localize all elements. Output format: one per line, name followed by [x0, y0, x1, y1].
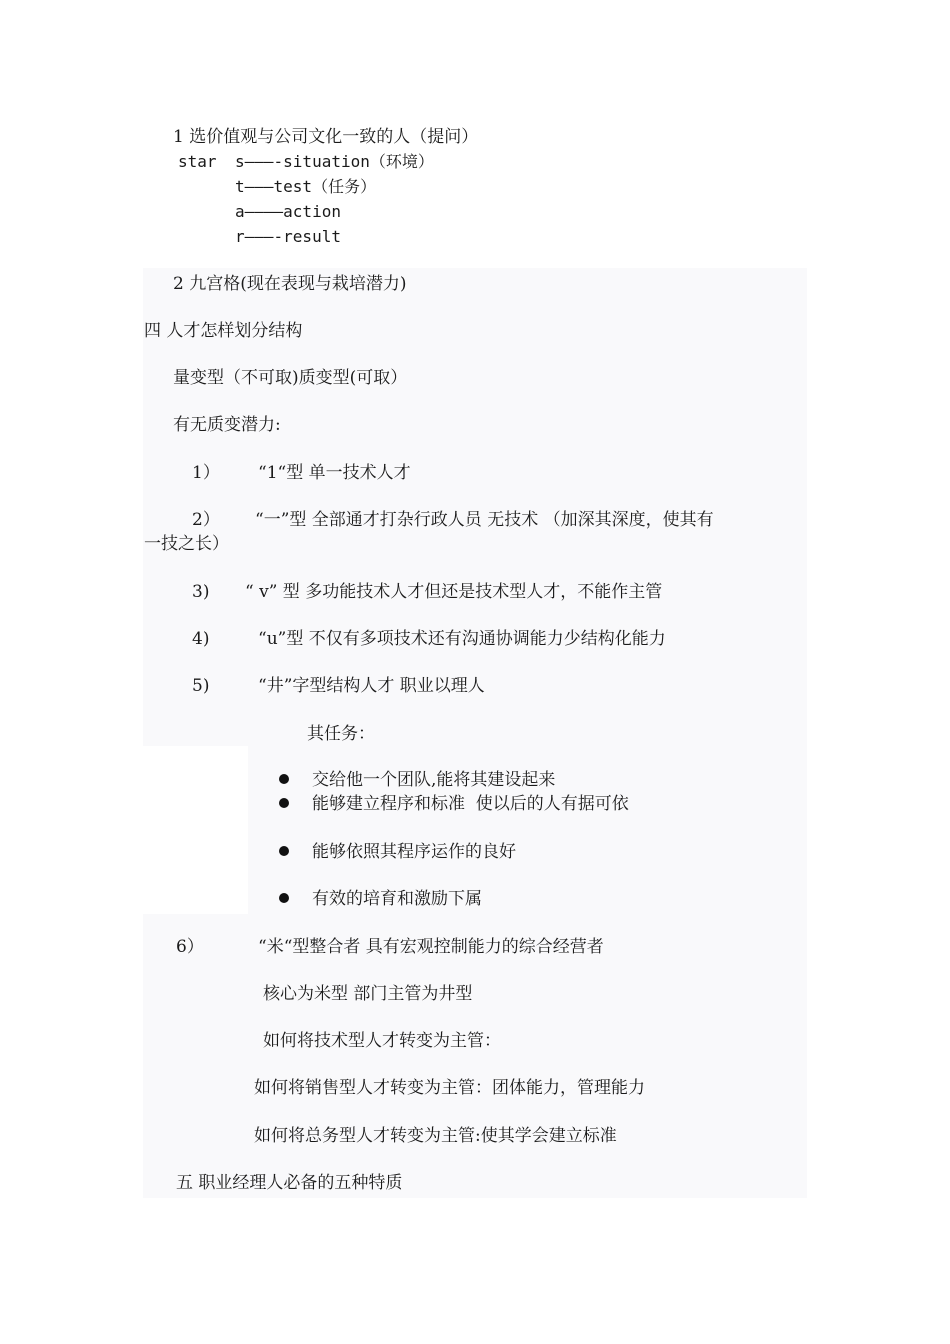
- item1-num: 1）: [192, 463, 220, 483]
- tasks-label: 其任务：: [307, 724, 375, 744]
- star-prefix: star: [178, 152, 217, 171]
- section4-title: 四 人才怎样划分结构: [144, 321, 303, 341]
- item6-num: 6）: [176, 937, 204, 957]
- item4-text: “u”型 不仅有多项技术还有沟通协调能力少结构化能力: [258, 629, 666, 649]
- star-row-t: t———test（任务）: [235, 177, 377, 196]
- task-item: 有效的培育和激励下属: [312, 889, 482, 909]
- item2-continuation: 一技之长）: [144, 534, 229, 554]
- question-tech: 如何将技术型人才转变为主管：: [263, 1031, 501, 1051]
- item5-text: “井”字型结构人才 职业以理人: [258, 676, 485, 696]
- bullet-icon: [279, 846, 289, 856]
- task-item: 交给他一个团队,能将其建设起来: [312, 770, 556, 790]
- task-item: 能够依照其程序运作的良好: [312, 842, 516, 862]
- question-general: 如何将总务型人才转变为主管:使其学会建立标准: [254, 1126, 617, 1146]
- section4-line2: 有无质变潜力:: [173, 415, 281, 435]
- section5-title: 五 职业经理人必备的五种特质: [176, 1173, 403, 1193]
- item2-text: “一”型 全部通才打杂行政人员 无技术 （加深其深度，使其有: [255, 510, 714, 530]
- star-row-r: r———-result: [235, 227, 341, 246]
- question-sales: 如何将销售型人才转变为主管：团体能力，管理能力: [254, 1078, 645, 1098]
- star-row-s: s———-situation（环境）: [235, 152, 434, 171]
- item1-text: “1“型 单一技术人才: [258, 463, 411, 483]
- item3-num: 3): [192, 582, 210, 602]
- core-line: 核心为米型 部门主管为井型: [263, 984, 473, 1004]
- task-item: 能够建立程序和标准 使以后的人有据可依: [312, 794, 629, 814]
- nine-grid-line: 2 九宫格(现在表现与栽培潜力): [173, 274, 407, 294]
- item3-text: “ v” 型 多功能技术人才但还是技术型人才，不能作主管: [245, 582, 663, 602]
- item5-num: 5): [192, 676, 210, 696]
- bullet-icon: [279, 798, 289, 808]
- star-heading: 1 选价值观与公司文化一致的人（提问）: [173, 127, 479, 147]
- bullet-icon: [279, 774, 289, 784]
- bullet-icon: [279, 893, 289, 903]
- star-row-a: a————action: [235, 202, 341, 221]
- item6-text: “米“型整合者 具有宏观控制能力的综合经营者: [258, 937, 604, 957]
- item4-num: 4): [192, 629, 210, 649]
- item2-num: 2）: [192, 510, 220, 530]
- section4-line1: 量变型（不可取)质变型(可取）: [173, 368, 408, 388]
